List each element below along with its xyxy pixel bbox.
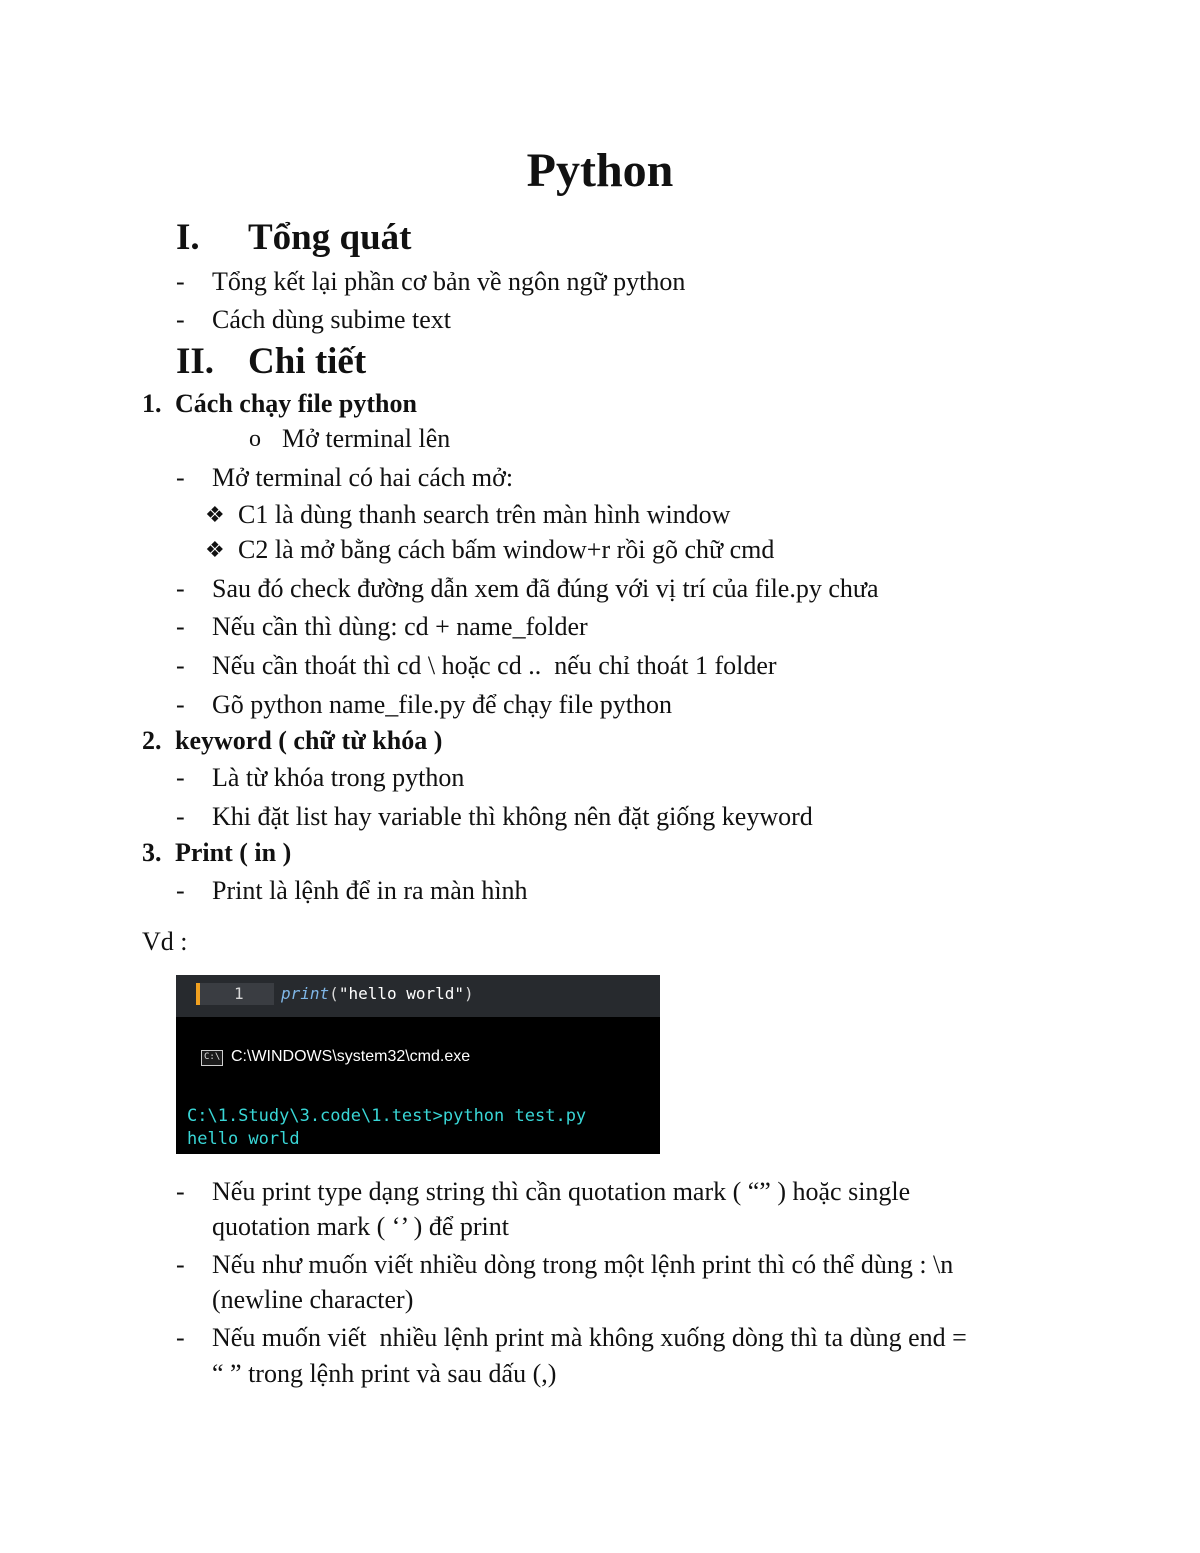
- section-heading-details: [176, 339, 366, 385]
- bullet-text: Khi đặt list hay variable thì không nên đặt giống keyword: [212, 802, 813, 831]
- subsection-number: 2.: [142, 726, 162, 755]
- subsection-title: Cách chạy file python: [175, 389, 417, 418]
- subsection-heading-print: [142, 836, 291, 870]
- bullet-text: Sau đó check đường dẫn xem đã đúng với vị trí của file.py chưa: [212, 574, 879, 603]
- bullet-text: C1 là dùng thanh search trên màn hình window: [238, 500, 731, 529]
- dash-bullet-marker: -: [176, 574, 185, 603]
- bullet-text-continuation: “ ” trong lệnh print và sau dấu (,): [212, 1359, 557, 1388]
- dash-bullet-marker: -: [176, 876, 185, 905]
- line-number: 1: [234, 984, 244, 1003]
- dash-bullet-marker: -: [176, 1177, 185, 1206]
- subsection-heading-run-python: [142, 387, 417, 421]
- circle-bullet-marker: o: [249, 426, 261, 452]
- bullet-text: Mở terminal lên: [282, 424, 451, 453]
- terminal-output-line: hello world: [187, 1129, 300, 1149]
- code-line: [281, 983, 474, 1005]
- section-heading-overview: [176, 215, 411, 261]
- bullet-text: Print là lệnh để in ra màn hình: [212, 876, 528, 905]
- bullet-text: Gõ python name_file.py để chạy file python: [212, 690, 672, 719]
- subsection-number: 1.: [142, 389, 162, 418]
- example-label: Vd :: [142, 927, 188, 956]
- bullet-text: Nếu muốn viết nhiều lệnh print mà không xuống dòng thì ta dùng end =: [212, 1323, 967, 1352]
- code-screenshot: [176, 975, 660, 1154]
- code-string: "hello world": [338, 984, 465, 1003]
- editor-panel: [176, 975, 660, 1017]
- section-title: Chi tiết: [248, 341, 367, 382]
- subsection-title: keyword ( chữ từ khóa ): [175, 726, 443, 755]
- section-title: Tổng quát: [248, 217, 412, 258]
- bullet-text: Nếu print type dạng string thì cần quotation mark ( “” ) hoặc single: [212, 1177, 911, 1206]
- dash-bullet-marker: -: [176, 1250, 185, 1279]
- bullet-text: Nếu cần thì dùng: cd + name_folder: [212, 612, 588, 641]
- bullet-text: Cách dùng subime text: [212, 305, 452, 334]
- diamond-bullet-icon: ❖: [205, 502, 225, 527]
- dash-bullet-marker: -: [176, 305, 185, 334]
- cmd-icon: [201, 1050, 223, 1066]
- document-title: Python: [526, 144, 674, 197]
- subsection-number: 3.: [142, 838, 162, 867]
- cmd-window-title: C:\WINDOWS\system32\cmd.exe: [231, 1048, 471, 1065]
- bullet-text-continuation: quotation mark ( ‘’ ) để print: [212, 1212, 509, 1241]
- code-paren-close: ): [464, 984, 474, 1003]
- dash-bullet-marker: -: [176, 463, 185, 492]
- subsection-heading-keyword: [142, 724, 442, 758]
- dash-bullet-marker: -: [176, 267, 185, 296]
- bullet-text: C2 là mở bằng cách bấm window+r rồi gõ chữ cmd: [238, 535, 775, 564]
- terminal-command-line: C:\1.Study\3.code\1.test>python test.py: [187, 1106, 587, 1126]
- dash-bullet-marker: -: [176, 612, 185, 641]
- code-paren-open: (: [329, 984, 339, 1003]
- cmd-icon-text: C:\: [204, 1052, 221, 1062]
- code-keyword: print: [281, 984, 330, 1003]
- subsection-title: Print ( in ): [175, 838, 292, 867]
- bullet-text: Là từ khóa trong python: [212, 763, 465, 792]
- dash-bullet-marker: -: [176, 651, 185, 680]
- section-numeral: II.: [176, 341, 215, 382]
- dash-bullet-marker: -: [176, 690, 185, 719]
- bullet-text: Nếu như muốn viết nhiều dòng trong một lệnh print thì có thể dùng : \n: [212, 1250, 954, 1279]
- bullet-text-continuation: (newline character): [212, 1285, 414, 1314]
- bullet-text: Nếu cần thoát thì cd \ hoặc cd .. nếu chỉ thoát 1 folder: [212, 651, 777, 680]
- bullet-text: Mở terminal có hai cách mở:: [212, 463, 514, 492]
- bullet-text: Tổng kết lại phần cơ bản về ngôn ngữ python: [212, 267, 686, 296]
- section-numeral: I.: [176, 217, 200, 258]
- dash-bullet-marker: -: [176, 763, 185, 792]
- dash-bullet-marker: -: [176, 802, 185, 831]
- diamond-bullet-icon: ❖: [205, 537, 225, 562]
- dash-bullet-marker: -: [176, 1323, 185, 1352]
